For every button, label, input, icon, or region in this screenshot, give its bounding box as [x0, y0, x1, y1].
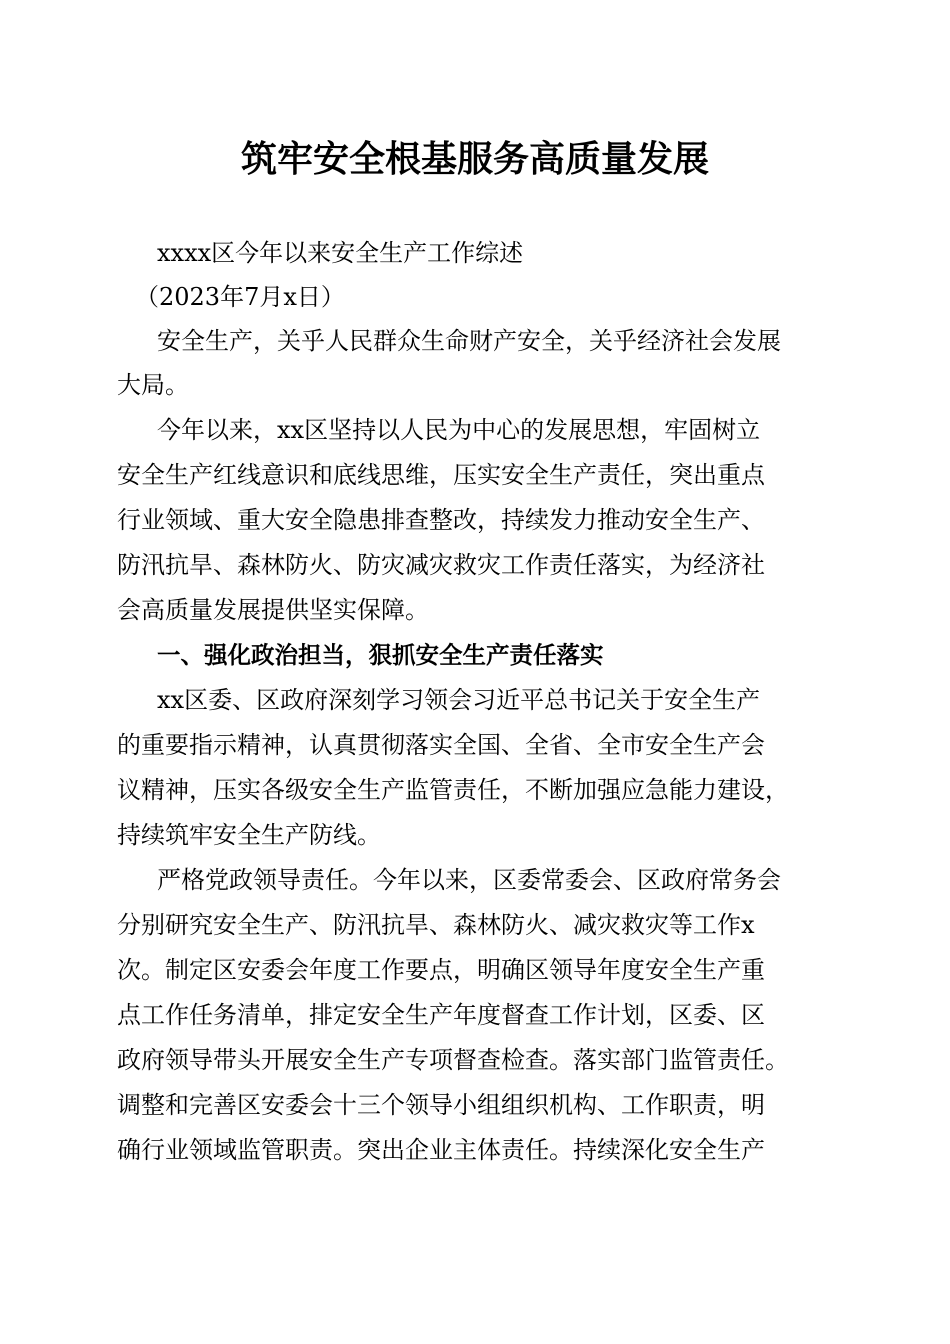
- paragraph-line: 会高质量发展提供坚实保障。: [117, 596, 429, 624]
- paragraph-line: 今年以来，xx区坚持以人民为中心的发展思想，牢固树立: [157, 416, 761, 444]
- paragraph-line: 安全生产红线意识和底线思维，压实安全生产责任，突出重点: [117, 461, 765, 489]
- paragraph-line: 严格党政领导责任。今年以来，区委常委会、区政府常务会: [157, 866, 781, 894]
- paragraph-line: 议精神，压实各级安全生产监管责任，不断加强应急能力建设，: [117, 776, 789, 804]
- paragraph-line: 次。制定区安委会年度工作要点，明确区领导年度安全生产重: [117, 956, 765, 984]
- paragraph-line: xx区委、区政府深刻学习领会习近平总书记关于安全生产: [157, 686, 761, 714]
- paragraph-line: 的重要指示精神，认真贯彻落实全国、全省、全市安全生产会: [117, 731, 765, 759]
- document-subtitle: xxxx区今年以来安全生产工作综述: [157, 239, 524, 267]
- section-heading: 一、强化政治担当，狠抓安全生产责任落实: [157, 641, 604, 669]
- paragraph-line: 政府领导带头开展安全生产专项督查检查。落实部门监管责任。: [117, 1046, 789, 1074]
- paragraph-line: 防汛抗旱、森林防火、防灾减灾救灾工作责任落实，为经济社: [117, 551, 765, 579]
- paragraph-line: 分别研究安全生产、防汛抗旱、森林防火、减灾救灾等工作x: [117, 911, 755, 939]
- document-date: （2023年7月x日）: [135, 283, 345, 311]
- paragraph-line: 调整和完善区安委会十三个领导小组组织机构、工作职责，明: [117, 1091, 765, 1119]
- paragraph-line: 点工作任务清单，排定安全生产年度督查工作计划，区委、区: [117, 1001, 765, 1029]
- paragraph-line: 安全生产，关乎人民群众生命财产安全，关乎经济社会发展: [157, 327, 781, 355]
- paragraph-line: 大局。: [117, 371, 189, 399]
- document-title: 筑牢安全根基服务高质量发展: [240, 138, 709, 180]
- paragraph-line: 确行业领域监管职责。突出企业主体责任。持续深化安全生产: [117, 1136, 765, 1164]
- paragraph-line: 持续筑牢安全生产防线。: [117, 821, 381, 849]
- paragraph-line: 行业领域、重大安全隐患排查整改，持续发力推动安全生产、: [117, 506, 765, 534]
